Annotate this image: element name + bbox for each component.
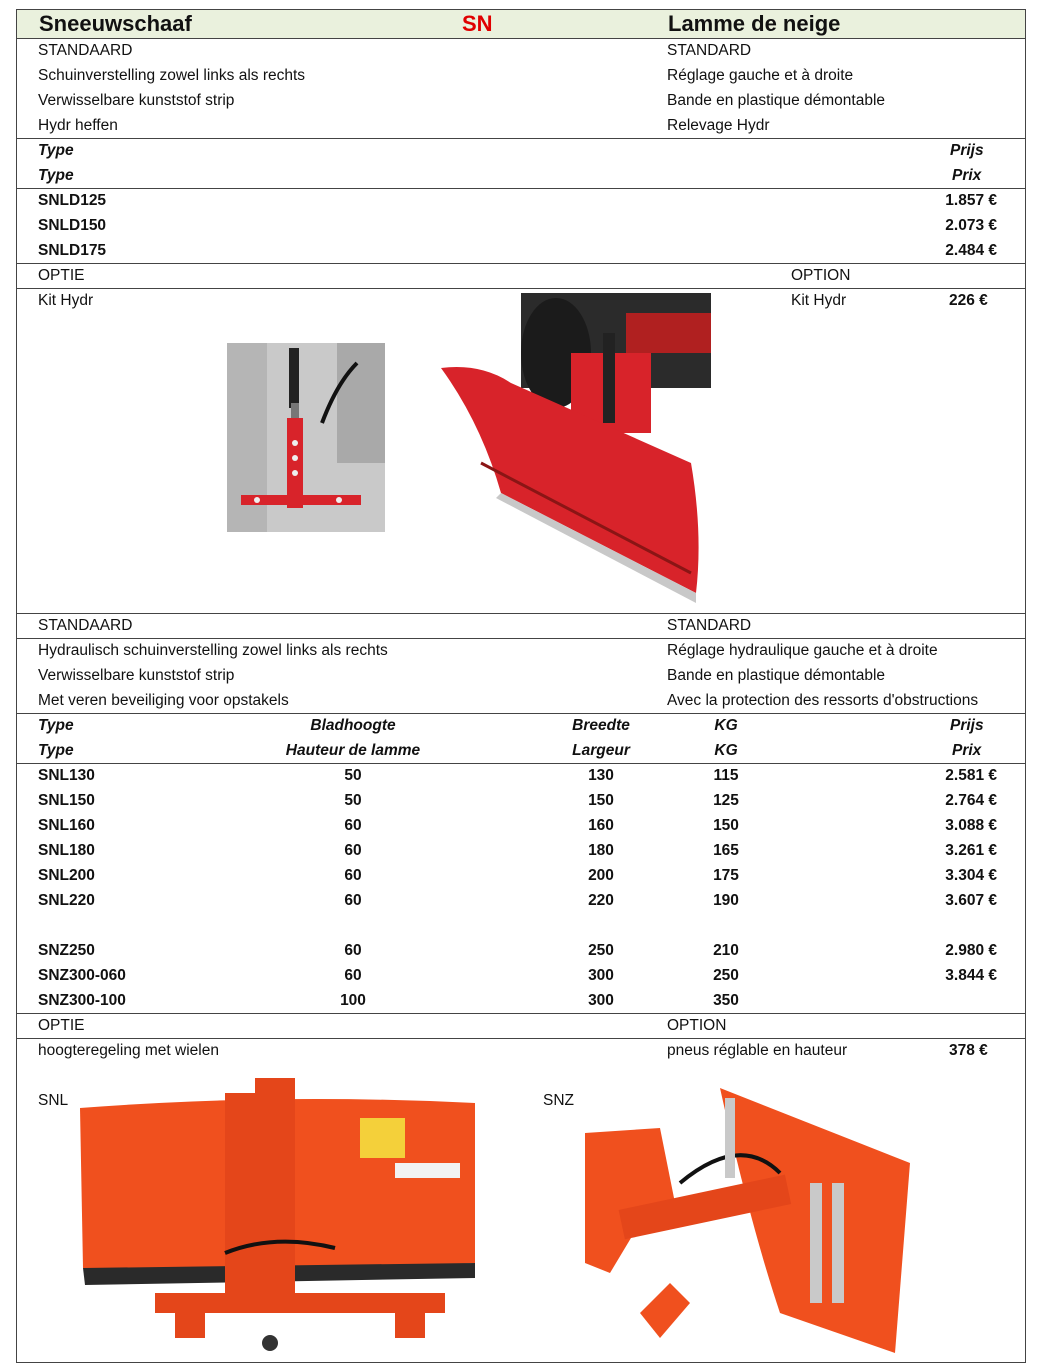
s2-row-width: 300 <box>588 967 614 984</box>
s1-row-price: 1.857 € <box>945 192 997 209</box>
s2-row-width: 130 <box>588 767 614 784</box>
s1-option-item-fr: Kit Hydr <box>791 292 847 309</box>
s1-standard-fr: STANDARD <box>667 42 752 59</box>
s2-col-width-nl: Breedte <box>572 717 630 734</box>
s2-row-price: 3.844 € <box>945 967 997 984</box>
s2-row-height: 60 <box>344 842 362 859</box>
divider <box>17 613 1025 614</box>
s1-col-type-nl: Type <box>38 142 74 159</box>
divider <box>17 638 1025 639</box>
s1-option-price: 226 € <box>949 292 988 309</box>
s2-col-price-fr: Prix <box>952 742 982 759</box>
s2-row-width: 160 <box>588 817 614 834</box>
snz-blade-image <box>580 1073 920 1358</box>
s2-feature-fr: Bande en plastique démontable <box>667 667 886 684</box>
s2-row-height: 50 <box>344 767 362 784</box>
s2-row-height: 60 <box>344 942 362 959</box>
s2-row-type: SNL180 <box>38 842 95 859</box>
s2-row-price: 2.980 € <box>945 942 997 959</box>
label-snl: SNL <box>38 1092 69 1109</box>
hydraulic-kit-image <box>227 343 385 532</box>
s2-row-type: SNL160 <box>38 817 95 834</box>
s2-feature-fr: Réglage hydraulique gauche et à droite <box>667 642 938 659</box>
s2-feature-nl: Verwisselbare kunststof strip <box>38 667 235 684</box>
s2-col-type-nl: Type <box>38 717 74 734</box>
s2-row-kg: 115 <box>713 767 739 784</box>
s2-col-height-nl: Bladhoogte <box>310 717 396 734</box>
s1-col-type-fr: Type <box>38 167 74 184</box>
s2-row-width: 200 <box>588 867 614 884</box>
s2-row-width: 150 <box>588 792 614 809</box>
s2-row-type: SNZ300-100 <box>38 992 126 1009</box>
s2-col-width-fr: Largeur <box>572 742 630 759</box>
s2-row-type: SNZ300-060 <box>38 967 126 984</box>
divider <box>17 763 1025 764</box>
s2-row-width: 220 <box>588 892 614 909</box>
s2-row-type: SNL130 <box>38 767 95 784</box>
product-code: SN <box>462 11 493 36</box>
s2-row-height: 60 <box>344 817 362 834</box>
s2-row-kg: 250 <box>713 967 739 984</box>
divider <box>17 1038 1025 1039</box>
s2-col-kg-nl: KG <box>714 717 738 734</box>
s1-option-item-nl: Kit Hydr <box>38 292 94 309</box>
s2-row-kg: 165 <box>713 842 739 859</box>
divider <box>17 138 1025 139</box>
s1-option-fr: OPTION <box>791 267 851 284</box>
s2-row-type: SNZ250 <box>38 942 95 959</box>
s2-row-kg: 125 <box>713 792 739 809</box>
s2-standard-fr: STANDARD <box>667 617 752 634</box>
s2-option-item-nl: hoogteregeling met wielen <box>38 1042 219 1059</box>
s1-feature-nl: Verwisselbare kunststof strip <box>38 92 235 109</box>
s2-col-kg-fr: KG <box>714 742 738 759</box>
s2-feature-fr: Avec la protection des ressorts d'obstructions <box>667 692 979 709</box>
s1-col-price-fr: Prix <box>952 167 982 184</box>
s2-row-price: 3.088 € <box>945 817 997 834</box>
s2-row-kg: 175 <box>713 867 739 884</box>
s1-row-price: 2.073 € <box>945 217 997 234</box>
s1-feature-fr: Réglage gauche et à droite <box>667 67 854 84</box>
divider <box>17 288 1025 289</box>
s2-row-price: 3.607 € <box>945 892 997 909</box>
divider <box>17 263 1025 264</box>
snow-blade-image <box>441 293 711 608</box>
s2-feature-nl: Met veren beveiliging voor opstakels <box>38 692 289 709</box>
s2-row-width: 180 <box>588 842 614 859</box>
s1-col-price-nl: Prijs <box>950 142 984 159</box>
s2-standard-nl: STANDAARD <box>38 617 133 634</box>
s2-option-item-fr: pneus réglable en hauteur <box>667 1042 848 1059</box>
s2-col-type-fr: Type <box>38 742 74 759</box>
s1-row-type: SNLD125 <box>38 192 107 209</box>
s2-row-type: SNL200 <box>38 867 95 884</box>
s2-row-width: 250 <box>588 942 614 959</box>
s2-option-nl: OPTIE <box>38 1017 85 1034</box>
s2-row-type: SNL220 <box>38 892 95 909</box>
s2-col-height-fr: Hauteur de lamme <box>285 742 421 759</box>
s2-row-width: 300 <box>588 992 614 1009</box>
s2-row-kg: 210 <box>713 942 739 959</box>
s2-row-price: 2.581 € <box>945 767 997 784</box>
s2-row-kg: 350 <box>713 992 739 1009</box>
label-snz: SNZ <box>543 1092 574 1109</box>
s1-option-nl: OPTIE <box>38 267 85 284</box>
s2-option-fr: OPTION <box>667 1017 727 1034</box>
divider <box>17 1013 1025 1014</box>
s1-row-price: 2.484 € <box>945 242 997 259</box>
divider <box>17 713 1025 714</box>
s2-col-price-nl: Prijs <box>950 717 984 734</box>
divider <box>17 188 1025 189</box>
s2-row-type: SNL150 <box>38 792 95 809</box>
s2-feature-nl: Hydraulisch schuinverstelling zowel links als rechts <box>38 642 388 659</box>
s2-row-kg: 150 <box>713 817 739 834</box>
title-nl: Sneeuwschaaf <box>39 11 192 36</box>
title-fr: Lamme de neige <box>668 11 841 36</box>
s2-row-price: 2.764 € <box>945 792 997 809</box>
s2-row-kg: 190 <box>713 892 739 909</box>
s1-row-type: SNLD175 <box>38 242 107 259</box>
s1-feature-nl: Schuinverstelling zowel links als rechts <box>38 67 306 84</box>
s1-feature-fr: Relevage Hydr <box>667 117 770 134</box>
s2-row-height: 60 <box>344 867 362 884</box>
s2-row-height: 60 <box>344 892 362 909</box>
s1-standard-nl: STANDAARD <box>38 42 133 59</box>
s2-option-price: 378 € <box>949 1042 988 1059</box>
s2-row-price: 3.261 € <box>945 842 997 859</box>
s2-row-height: 60 <box>344 967 362 984</box>
s2-row-height: 50 <box>344 792 362 809</box>
s2-row-price: 3.304 € <box>945 867 997 884</box>
price-sheet <box>16 9 1026 1363</box>
s1-feature-nl: Hydr heffen <box>38 117 118 134</box>
snl-blade-image <box>75 1073 480 1358</box>
s1-row-type: SNLD150 <box>38 217 107 234</box>
s1-feature-fr: Bande en plastique démontable <box>667 92 886 109</box>
s2-row-height: 100 <box>340 992 366 1009</box>
